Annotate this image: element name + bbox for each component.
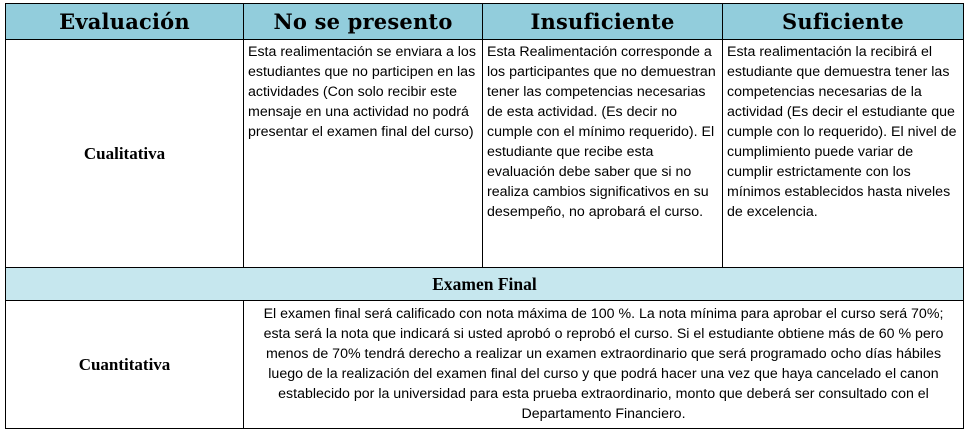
quantitative-label: Cuantitativa — [6, 301, 244, 429]
qualitative-row — [6, 40, 964, 268]
evaluation-table — [5, 3, 964, 429]
final-exam-text: El examen final será calificado con nota máxima de 100 %. La nota mínima para aprobar el curso será 70%; esta será la nota que indicará si usted aprobó o reprobó el curso. Si el estudiante obtiene más de 60 % pero menos de 70% tendrá derecho a realizar un examen extraordinario que será programado ocho días hábiles luego de la realización del examen final del curso y que podrá hacer una vez que haya cancelado el canon establecido por la universidad para esta prueba extraordinario, monto que deberá ser consultado con el Departamento Financiero. — [244, 301, 964, 429]
qualitative-label: Cualitativa — [6, 40, 244, 268]
suficiente-text: Esta realimentación la recibirá el estudiante que demuestra tener las competencias necesarias de la actividad (Es decir el estudiante que cumple con lo requerido). El nivel de cumplimiento puede variar de cumplir estrictamente con los mínimos establecidos hasta niveles de excelencia. — [723, 40, 964, 268]
header-row — [6, 4, 964, 40]
no-presento-text: Esta realimentación se enviara a los estudiantes que no participen en las actividades (Con solo recibir este mensaje en una actividad no podrá presentar el examen final del curso) — [244, 40, 483, 268]
header-evaluacion: Evaluación — [6, 4, 244, 40]
quantitative-row — [6, 301, 964, 429]
header-insuficiente: Insuficiente — [483, 4, 723, 40]
insuficiente-text: Esta Realimentación corresponde a los participantes que no demuestran tener las competencias necesarias de esta actividad. (Es decir no cumple con el mínimo requerido). El estudiante que recibe esta evaluación debe saber que si no realiza cambios significativos en su desempeño, no aprobará el curso. — [483, 40, 723, 268]
header-suficiente: Suficiente — [723, 4, 964, 40]
final-exam-section-row — [6, 268, 964, 301]
final-exam-title: Examen Final — [6, 268, 964, 301]
header-no-se-presento: No se presento — [244, 4, 483, 40]
